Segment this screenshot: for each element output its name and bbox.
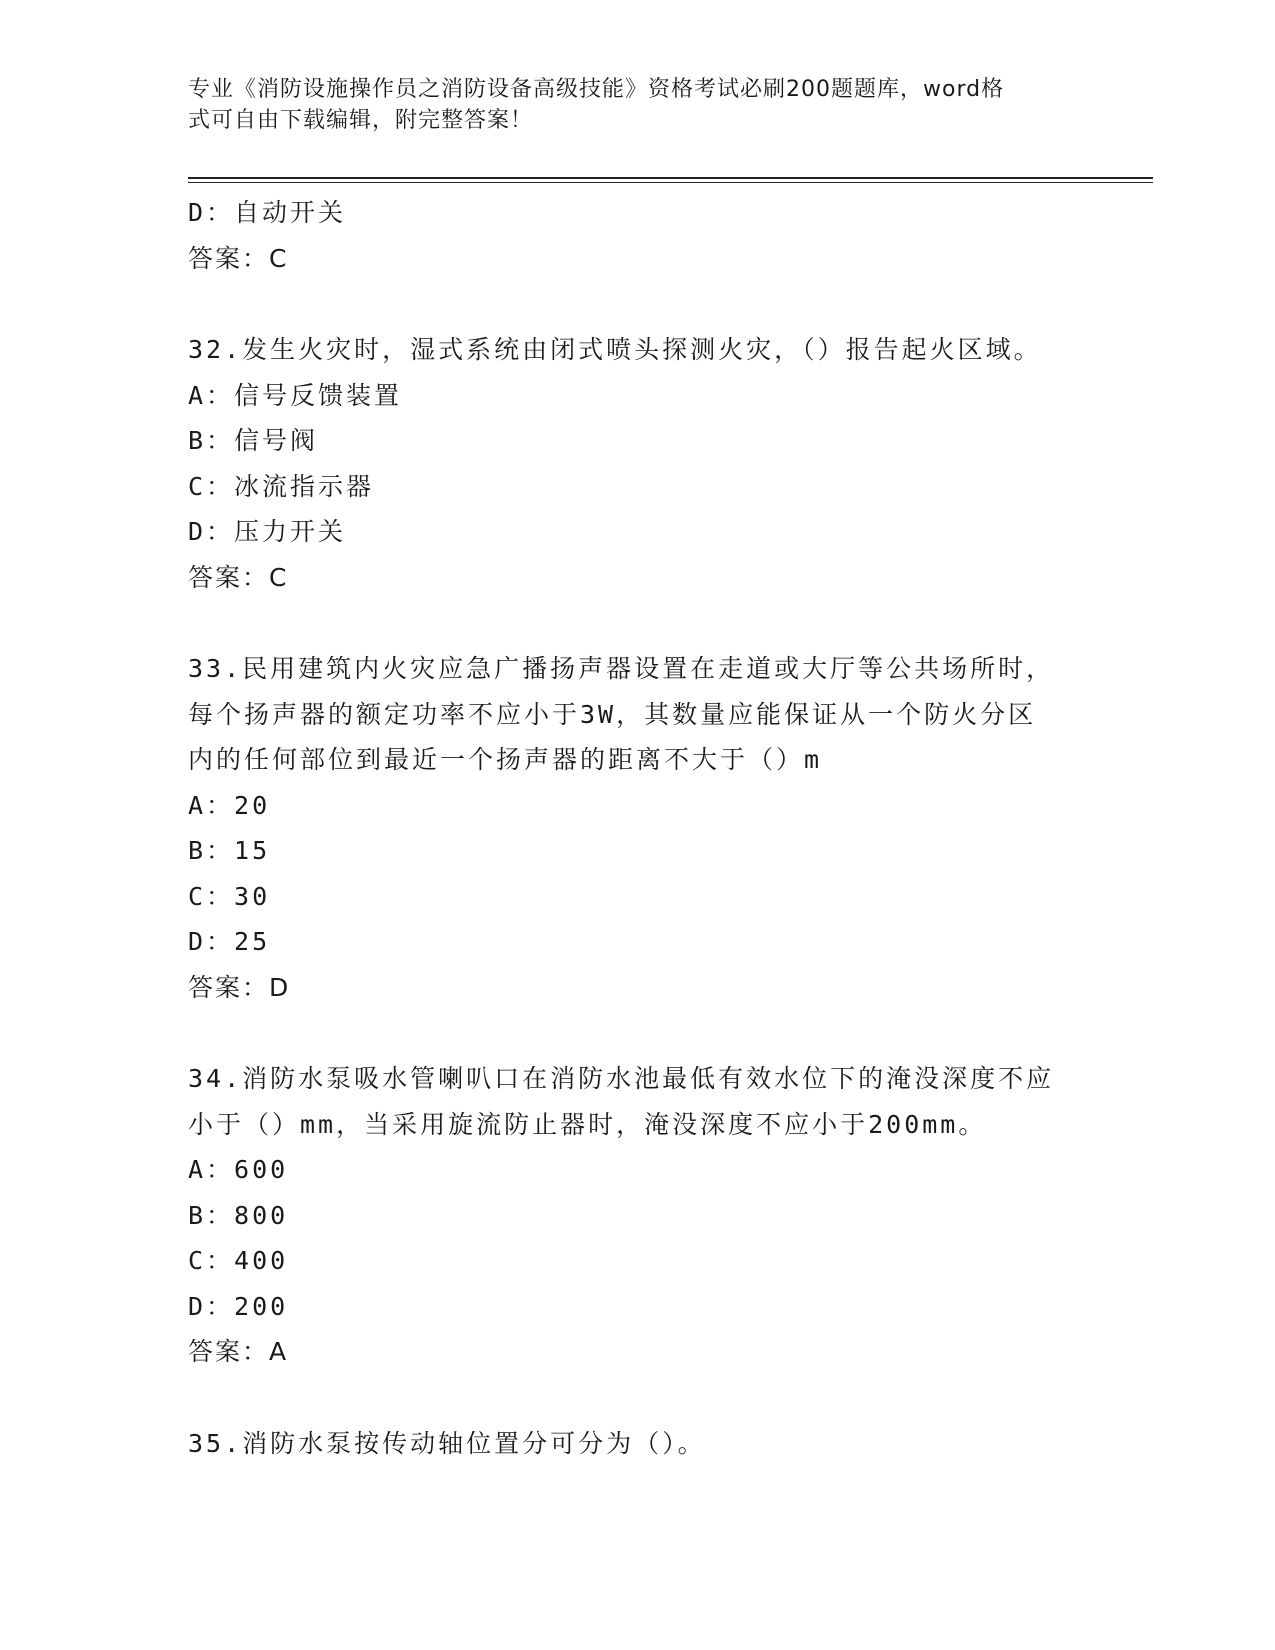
option-c: C：冰流指示器 (188, 471, 375, 501)
option-a: A：信号反馈装置 (188, 380, 403, 410)
header-line-1: 专业《消防设施操作员之消防设备高级技能》资格考试必刷200题题库，word格 (188, 77, 1005, 102)
option-b: B：15 (188, 836, 271, 865)
header-divider-thin (188, 182, 1153, 183)
option-c: C：400 (188, 1246, 289, 1275)
header-divider-thick (188, 177, 1153, 179)
answer-line: 答案：C (188, 562, 289, 592)
header-line-2: 式可自由下载编辑，附完整答案！ (188, 108, 534, 133)
question-33 (188, 646, 1088, 1010)
spacer (188, 1375, 1088, 1421)
option-c: C：30 (188, 881, 271, 911)
previous-question-tail (188, 190, 1088, 281)
spacer (188, 600, 1088, 646)
question-list (188, 190, 1088, 1466)
question-stem-line-1: 34.消防水泵吸水管喇叭口在消防水池最低有效水位下的淹没深度不应 (188, 1064, 1055, 1093)
answer-line: 答案：A (188, 1337, 289, 1366)
question-32 (188, 327, 1088, 600)
option-d: D：压力开关 (188, 517, 347, 546)
option-d: D：自动开关 (188, 198, 347, 227)
spacer (188, 1010, 1088, 1056)
question-34 (188, 1056, 1088, 1375)
spacer (188, 281, 1088, 327)
option-b: B：信号阀 (188, 426, 319, 455)
answer-line: 答案：D (188, 972, 291, 1002)
question-stem-line-3: 内的任何部位到最近一个扬声器的距离不大于（）m (188, 745, 823, 774)
document-header (188, 74, 1068, 136)
question-35 (188, 1421, 1088, 1467)
question-stem: 32.发生火灾时，湿式系统由闭式喷头探测火灾，（）报告起火区域。 (188, 335, 1042, 364)
option-d: D：200 (188, 1291, 289, 1321)
question-stem: 35.消防水泵按传动轴位置分可分为（）。 (188, 1428, 706, 1458)
question-stem-line-1: 33.民用建筑内火灾应急广播扬声器设置在走道或大厅等公共场所时， (188, 654, 1055, 683)
question-stem-line-2: 小于（）mm，当采用旋流防止器时，淹没深度不应小于200mm。 (188, 1109, 987, 1139)
answer-line: 答案：C (188, 243, 289, 273)
option-b: B：800 (188, 1200, 289, 1230)
question-stem-line-2: 每个扬声器的额定功率不应小于3W，其数量应能保证从一个防火分区 (188, 699, 1037, 729)
option-d: D：25 (188, 927, 271, 956)
option-a: A：20 (188, 790, 271, 820)
option-a: A：600 (188, 1155, 289, 1184)
